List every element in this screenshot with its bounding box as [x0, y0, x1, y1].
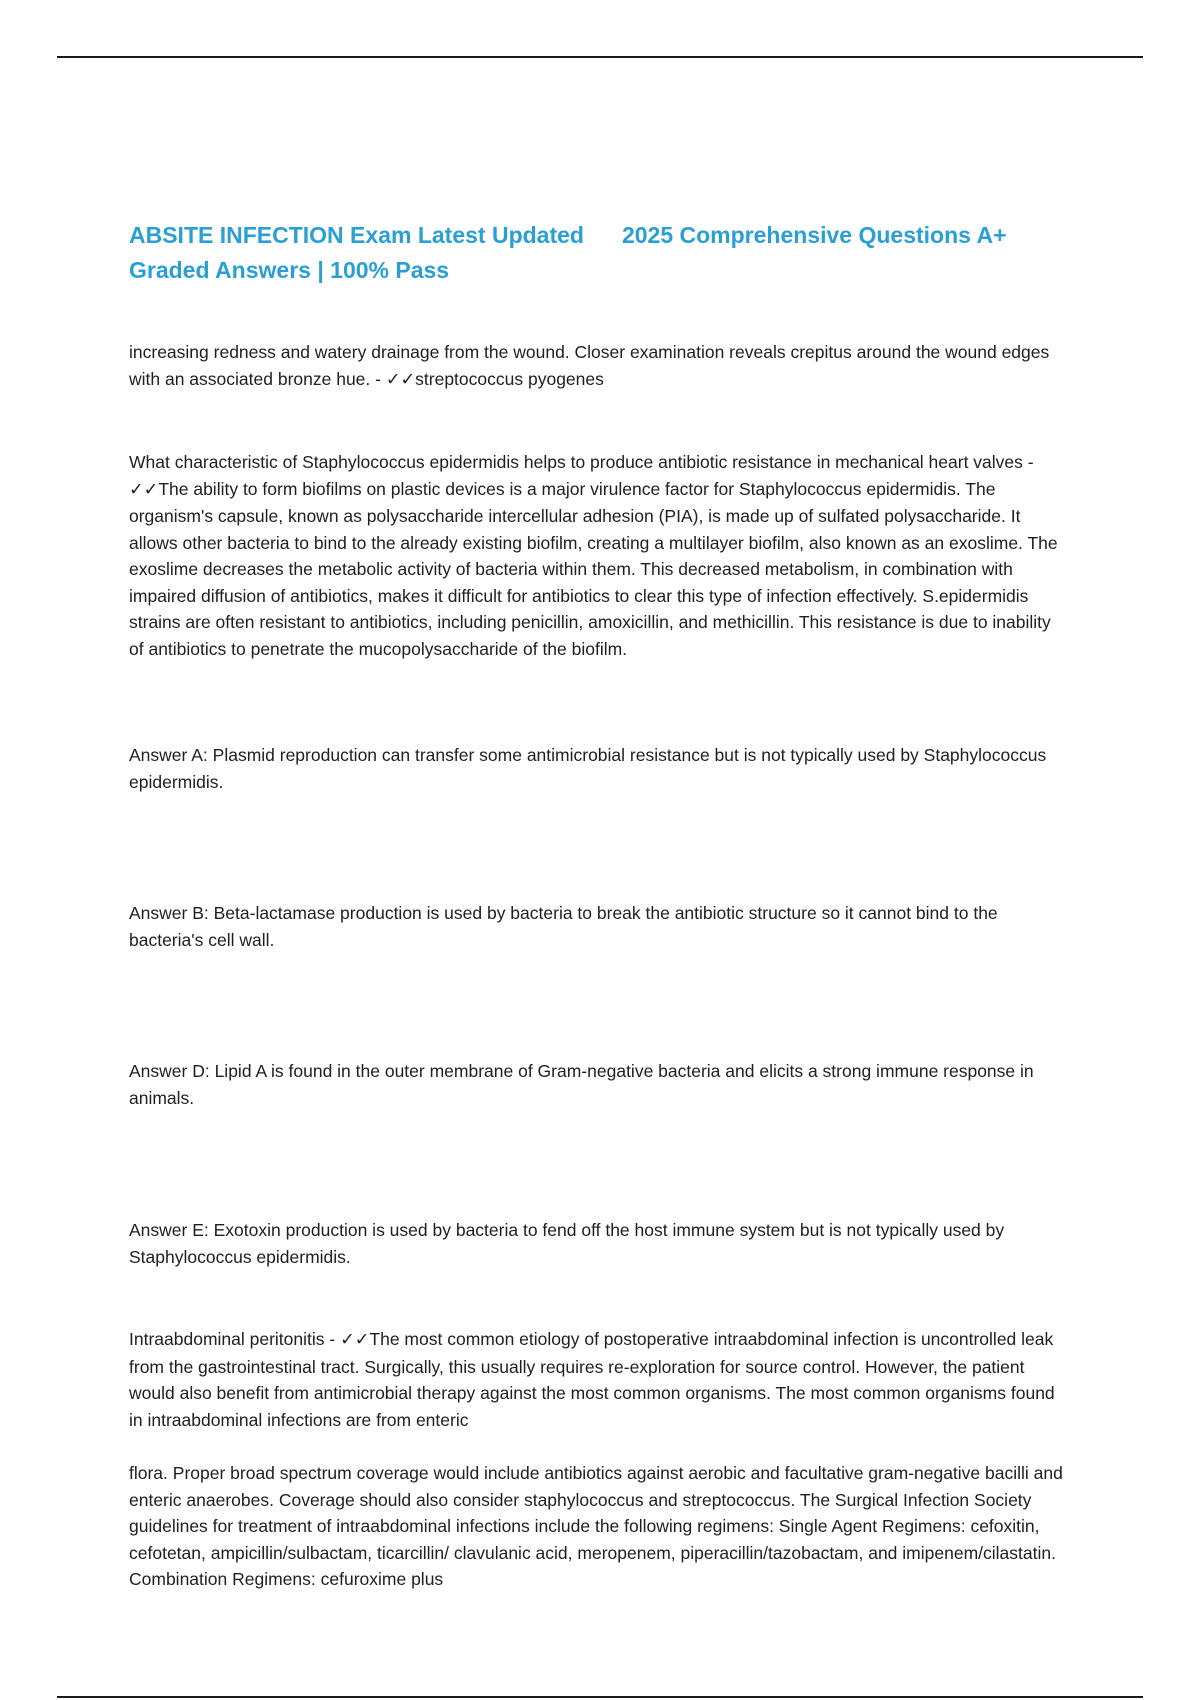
answer-text: streptococcus pyogenes	[415, 368, 604, 389]
question-text: What characteristic of Staphylococcus epidermidis helps to produce antibiotic resistance in mechanical heart valves -	[129, 452, 1034, 472]
answer-paragraph-2	[129, 449, 1069, 662]
title-part-b: 2025 Comprehensive Questions A+ Graded Answers | 100% Pass	[129, 222, 1007, 283]
explanation-answer-e: Answer E: Exotoxin production is used by bacteria to fend off the host immune system but is not typically used by Staphylococcus epidermidis.	[129, 1220, 1005, 1267]
bottom-page-rule	[57, 1696, 1143, 1698]
continuation-paragraph: flora. Proper broad spectrum coverage would include antibiotics against aerobic and facultative gram-negative bacilli and enteric anaerobes. Coverage should also consider staphylococcus and streptococcus. The Surgical Infection Society guidelines for treatment of intraabdominal infections include the following regimens: Single Agent Regimens: cefoxitin, cefotetan, ampicillin/sulbactam, ticarcillin/ clavulanic acid, meropenem, piperacillin/tazobactam, and imipenem/cilastatin. Combination Regimens: cefuroxime plus	[129, 1463, 1063, 1589]
top-page-rule	[57, 56, 1143, 58]
explanation-answer-d: Answer D: Lipid A is found in the outer membrane of Gram-negative bacteria and elicits a strong immune response in animals.	[129, 1061, 1034, 1108]
document-title	[129, 218, 1069, 288]
answer-text: The most common etiology of postoperative intraabdominal infection is uncontrolled leak from the gastrointestinal tract. Surgically, this usually requires re-exploration for source control. However, the patient would also benefit from antimicrobial therapy against the most common organisms. The most common organisms found in intraabdominal infections are from enteric	[129, 1329, 1055, 1430]
checkmark-icon: ✓✓	[385, 369, 416, 390]
checkmark-icon: ✓✓	[129, 479, 159, 500]
question-text: increasing redness and watery drainage from the wound. Closer examination reveals crepitus around the wound edges with an associated bronze hue. -	[129, 342, 1050, 389]
explanation-answer-b: Answer B: Beta-lactamase production is used by bacteria to break the antibiotic structure so it cannot bind to the bacteria's cell wall.	[129, 903, 998, 950]
answer-text: The ability to form biofilms on plastic devices is a major virulence factor for Staphylococcus epidermidis. The organism's capsule, known as polysaccharide intercellular adhesion (PIA), is made up of sulfated polysaccharide. It allows other bacteria to bind to the already existing biofilm, creating a multilayer biofilm, also known as an exoslime. The exoslime decreases the metabolic activity of bacteria within them. This decreased metabolism, in combination with impaired diffusion of antibiotics, makes it difficult for antibiotics to clear this type of infection effectively. S.epidermidis strains are often resistant to antibiotics, including penicillin, amoxicillin, and methicillin. This resistance is due to inability of antibiotics to penetrate the mucopolysaccharide of the biofilm.	[129, 478, 1058, 659]
checkmark-icon: ✓✓	[340, 1330, 370, 1350]
title-part-a: ABSITE INFECTION Exam Latest Updated	[129, 222, 584, 248]
answer-paragraph-1	[129, 339, 1069, 393]
question-text: Intraabdominal peritonitis -	[129, 1329, 341, 1349]
answer-paragraph-3	[129, 1326, 1069, 1433]
explanation-answer-a: Answer A: Plasmid reproduction can transfer some antimicrobial resistance but is not typically used by Staphylococcus epidermidis.	[129, 745, 1047, 792]
